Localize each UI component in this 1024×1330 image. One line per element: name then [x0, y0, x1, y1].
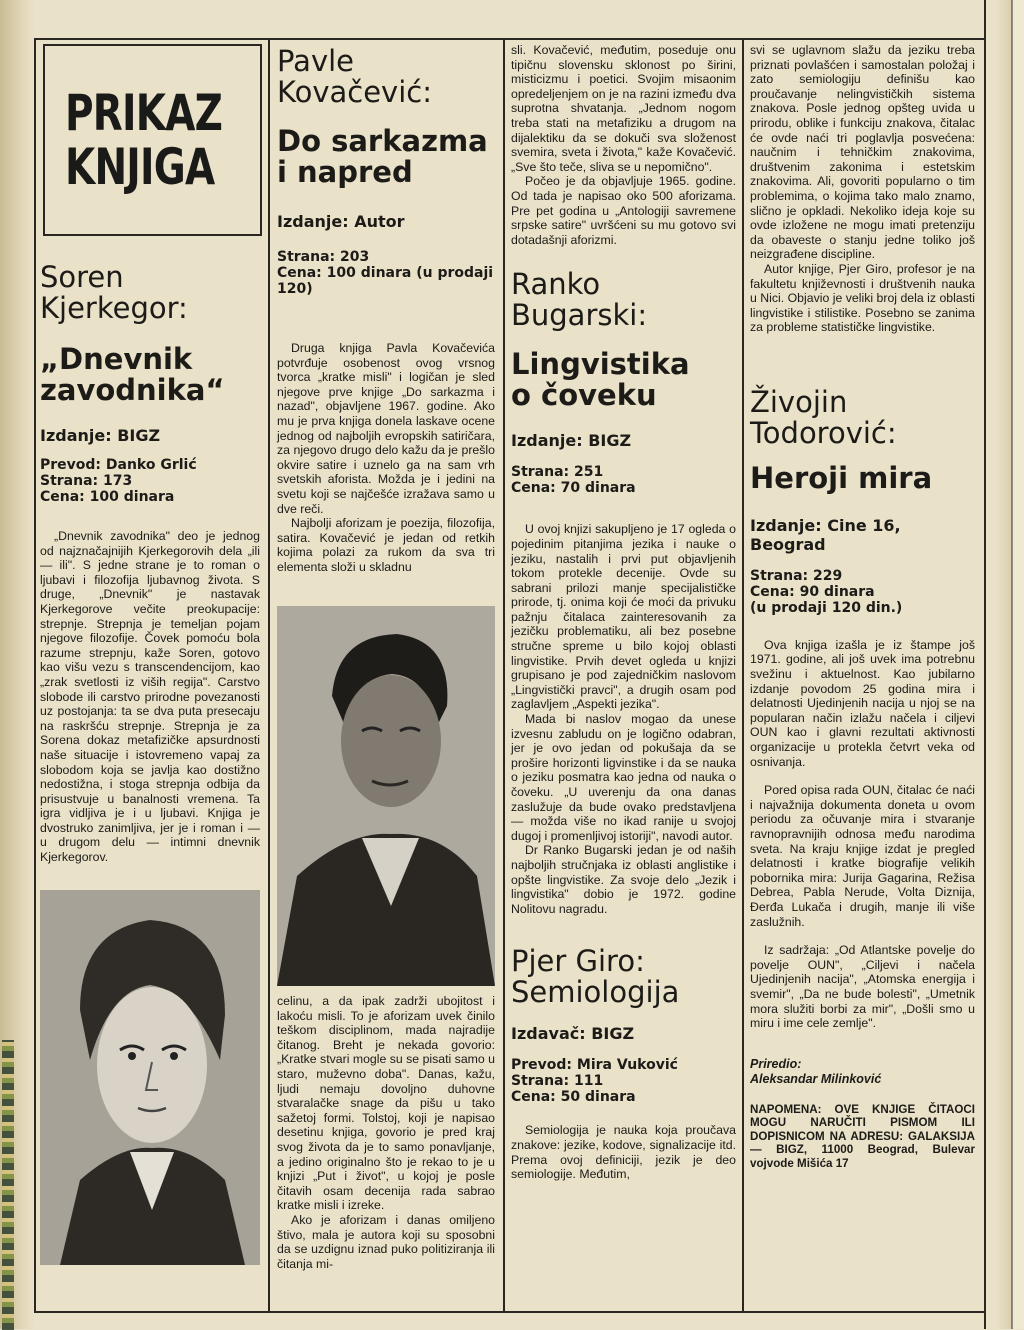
- review-kovacevic-cont: [277, 994, 495, 1271]
- paragraph: Autor knjige, Pjer Giro, profesor je na fakultetu književnosti i društvenih nauka u Nici. Objavio je veliki broj dela iz oblasti lingvistike i stilistike. Posebno se zanima za probleme statističke lingvistike.: [750, 261, 975, 335]
- review-bugarski: [511, 269, 736, 916]
- review-body: [40, 529, 260, 865]
- binding-strip: [2, 1040, 14, 1330]
- author-line: Todorović:: [750, 415, 897, 450]
- title-line: Semiologija: [511, 975, 680, 1010]
- editor-name: Aleksandar Milinković: [750, 1071, 882, 1086]
- review-author: [511, 946, 736, 1008]
- review-pages: Strana: 173: [40, 473, 133, 489]
- kierkegaard-portrait: [40, 890, 260, 1265]
- author-line: Kovačević:: [277, 75, 432, 109]
- paragraph: Semiologija je nauka koja proučava znakove: jezike, kodove, signalizacije itd. Prema ovoj definiciji, jezik je deo semiologije. Međutim,: [511, 1123, 736, 1182]
- paragraph: U ovoj knjizi sakupljeno je 17 ogleda o pojedinim pitanjima jezika i nauke o jeziku, nastalih i prvi put objavljenih tokom protekle decenije. Ovde su sabrani prilozi manje specijalističke prirode, tj. onima koji će moći da privuku pažnju čitalaca zainteresovanih za jezičku problematiku, ali bez posebne stručne spreme u bilo kojoj oblasti lingvistike. Prvih devet ogleda u knjizi grupisano je pod zajedničkim naslovom „Lingvistički pravci", a drugih osam pod zaglavljem „Aspekti jezika".: [511, 522, 736, 712]
- column-rule-3: [742, 38, 744, 1313]
- review-kovacevic: [277, 46, 495, 575]
- review-price: Cena: 100 dinara: [40, 489, 175, 505]
- title-line: Do sarkazma: [277, 124, 488, 158]
- review-publisher: [750, 516, 975, 554]
- review-body: [750, 638, 975, 1031]
- review-book-title: [40, 344, 260, 406]
- review-price: [750, 584, 975, 616]
- paragraph: „Dnevnik zavodnika" deo je jednog od najznačajnijih Kjerkegorovih dela „ili — ili". S jedne strane je to roman o ljubavi i filozofija ljubavnog života. S druge, „Dnevnik" je nastavak Kjerkegorove večite preokupacije: strepnje. Strepnja je temeljan pojam njegove filozofije. Čovek pomoću bola razume strepnju, kaže Soren, gotovo kao višu vezu s transcendencijom, kao „zrak svetlosti iz viših regija". Carstvo slobode ili carstvo prirodne povezanosti uz postojanja: ta se dva puta presecaju na raskršću strepnje. Strepnja je za Sorena dokaz metafizičke apsurdnosti naše situacije i istovremeno vapaj za slobodom koja se javlja kao dostižno nedostižna, i stoga strepnja odbija da prisustvuje u banalnosti vremena. Ta igra vidljiva je i u ljubavi. Knjiga je dvostruko zanimljiva, jer je i roman i — u drugom delu — intimni dnevnik Kjerkegorov.: [40, 529, 260, 865]
- review-pages: Strana: 251: [511, 464, 604, 481]
- review-translator: Prevod: Danko Grlić: [40, 457, 197, 473]
- paragraph: Druga knjiga Pavla Kovačevića potvrđuje osobenost ovog vrsnog tvorca „kratke misli" i logičan je sled njegove prve knjige „Do sarkazma i nazad", objavljene 1967. godine. Ako mu je prva knjiga donela laskave ocene jednog od najboljih evropskih satiričara, za njegovo drugo delo kažu da je prešlo okvire satire i uznelo ga na sam vrh svetskih aforista. Možda je i jedini na svetu koji se najčešće izražava samo u dve reči.: [277, 341, 495, 516]
- order-notice: NAPOMENA: OVE KNJIGE ČITAOCI MOGU NARUČITI PISMOM ILI DOPISNICOM NA ADRESU: GALAKSIJA — BIGZ, 11000 Beograd, Bulevar vojvode Mišića 17: [750, 1102, 975, 1170]
- paragraph: celinu, a da ipak zadrži ubojitost i lakoću misli. To je aforizam uvek činilo teškom disciplinom, mada najradije čitanog. Breht je nekada govorio: „Kratke stvari mogle su se pisati samo u staro, muževno doba". Danas, kažu, ljudi nemaju dovoljno duhovne stvaralačke snage da pišu u tako sažetoj formi. Tolstoj, koji je napisao desetinu knjiga, govorio je pred kraj svog života da je to samo ponavljanje, a jedino originalno što je rekao to je u knjizi „Put i život", u kojoj je posle čitavih osam decenija rada sabrao kratke misli i izreke.: [277, 994, 496, 1213]
- review-publisher: Izdanje: BIGZ: [40, 426, 161, 445]
- paragraph: Dr Ranko Bugarski jedan je od naših najboljih stručnjaka iz oblasti anglistike i opšte lingvistike. Za svoje delo „Jezik i lingvistika" dobio je 1972. godine Nolitovu nagradu.: [511, 843, 736, 916]
- paragraph: sli. Kovačević, međutim, poseduje onu tipičnu slovensku sklonost po širini, misticizmu i poetici. Svojim misaonim opredeljenjem on je na razini između dva suprotna shvatanja. „Jednom nogom treba stati na metafiziku a drugom na dijalektiku da se dokuči sva složenost svemira, sveta i života," kaže Kovačević. „Sve što teče, sliva se u nepomično".: [511, 43, 736, 174]
- publisher-line: Beograd: [750, 534, 826, 554]
- review-publisher: Izdanje: BIGZ: [511, 431, 632, 451]
- review-author: [750, 384, 975, 450]
- column-rule-1: [268, 38, 270, 1313]
- review-kovacevic-end: [511, 43, 736, 247]
- author-line: Soren: [40, 260, 124, 294]
- section-header-box: [43, 44, 262, 236]
- review-pages: Strana: 229: [750, 567, 843, 584]
- review-giro-cont: [750, 43, 975, 335]
- top-rule: [34, 38, 986, 40]
- review-book-title: Heroji mira: [750, 460, 933, 495]
- review-body: [511, 522, 736, 916]
- author-line: Pjer Giro:: [511, 944, 645, 979]
- review-price: Cena: 100 dinara (u prodaji 120): [277, 265, 494, 297]
- column-4: [750, 43, 975, 1170]
- paragraph: Počeo je da objavljuje 1965. godine. Od tada je napisao oko 500 aforizama. Pre pet godina u „Antologiji savremene srpske satire" uvršćeni su mu gotovo svi dotadašnji aforizmi.: [511, 174, 736, 247]
- column-rule-2: [503, 38, 505, 1313]
- review-body: [511, 1123, 736, 1181]
- review-giro: [511, 946, 736, 1181]
- review-book-title: [511, 349, 736, 411]
- paragraph: Iz sadržaja: „Od Atlantske povelje do povelje OUN", „Ciljevi i načela Ujedinjenih nacija", „Atomska energija i svemir", „Da ne bude bolesti", „Umetnik mora služiti borbi za mir", „Došli smo u miru i ime cele zemlje".: [750, 943, 975, 1031]
- price-line: Cena: 90 dinara: [750, 583, 875, 600]
- review-kierkegaard: [40, 262, 260, 865]
- author-line: Ranko: [511, 267, 601, 302]
- right-rule: [984, 0, 986, 1329]
- page-edge-right: [996, 0, 1024, 1329]
- author-line: Kjerkegor:: [40, 291, 188, 325]
- review-body-top: [277, 341, 495, 575]
- title-line: „Dnevnik: [40, 342, 193, 376]
- author-line: Pavle: [277, 44, 355, 78]
- review-author: [40, 262, 260, 324]
- column-3: [511, 43, 736, 1182]
- price-line: (u prodaji 120 din.): [750, 599, 903, 616]
- paragraph: svi se uglavnom slažu da jeziku treba priznati povlašćen i samostalan položaj i zato semiologiju definišu kao proučavanje nelingvističkih sistema znakova. Posle jednog opšteg uvida u prirodu, oblike i funkciju znakova, čitalac će ovde naći tri poglavlja posvećena: naučnim i tehničkim znakovima, društvenim zakonima i estetskim znakovima. Ali, govoriti popularno o tim problemima, o kojima tako malo znamo, slično je opkladi. Nekoliko ideja koje su ovde izložene ne mogu imati pretenziju da obaveste o stanju jedne toliko još neizgrađene discipline.: [750, 43, 975, 262]
- title-line: o čoveku: [511, 378, 657, 413]
- review-todorovic: [750, 384, 975, 1031]
- title-line: i napred: [277, 155, 413, 189]
- bottom-rule: [34, 1311, 986, 1313]
- title-line: zavodnika“: [40, 373, 225, 407]
- author-line: Živojin: [750, 384, 848, 419]
- review-author: [511, 269, 736, 331]
- review-translator: Prevod: Mira Vuković: [511, 1057, 678, 1074]
- review-author: [277, 46, 495, 108]
- editor-credit: [750, 1057, 975, 1087]
- review-price: Cena: 50 dinara: [511, 1089, 636, 1106]
- left-rule: [34, 38, 36, 1313]
- paragraph: Najbolji aforizam je poezija, filozofija, satira. Kovačević je jedan od retkih kojima polazi za rukom da sva tri elementa složi u skladnu: [277, 516, 495, 574]
- author-line: Bugarski:: [511, 298, 648, 333]
- review-pages: Strana: 203: [277, 249, 370, 265]
- kovacevic-photo: [277, 606, 495, 986]
- paragraph: Ako je aforizam i danas omiljeno štivo, mala je autora koji su sposobni da se uzdignu iznad puko politiziranja ili čitanja mi-: [277, 1212, 495, 1271]
- review-price: Cena: 70 dinara: [511, 480, 636, 497]
- review-publisher: Izdanje: Autor: [277, 212, 405, 231]
- section-title-word1: PRIKAZ: [65, 84, 223, 142]
- paragraph: Ova knjiga izašla je iz štampe još 1971. godine, ali još uvek ima potrebnu svežinu i aktuelnost. Kao jubilarno izdanje povodom 25 godina mira i delatnosti Ujedinjenih nacija u njoj se na popularan način izlažu načela i ciljevi OUN kao i glavni rezultati aktivnosti organizacije u protekla četvrt veka od osnivanja.: [750, 637, 975, 769]
- review-publisher: Izdavač: BIGZ: [511, 1024, 635, 1044]
- editor-label: Priredio:: [750, 1056, 802, 1071]
- section-title-word2: KNJIGA: [65, 138, 215, 196]
- review-pages: Strana: 111: [511, 1073, 604, 1090]
- paragraph: Mada bi naslov mogao da unese izvesnu zabludu on je logično odabran, jer je ovo jedan od pokušaja da se proširе horizonti ligvinstike i da se nauka o jeziku posmatra kao jedna od nauka o čoveku. „U uverenju da ona danas zaslužuje da bude ovako predstavljena — možda više no ikad ranije u svojoj dugoj i promenljivoj istoriji", navodi autor.: [511, 712, 736, 843]
- paragraph: Pored opisa rada OUN, čitalac će naći i najvažnija dokumenta doneta u ovom periodu za očuvanje mira i stvaranje ravnopravnijih odnosa među narodima sveta. Na kraju knjige izdat je pregled delatnosti i kratke biografije velikih pobornika mira: Jurija Gagarina, Režisa Debrea, Pabla Nerude, Volta Diznija, Đerđa Lukača i drugih, manje ili više zaslužnih.: [750, 783, 975, 929]
- publisher-line: Izdanje: Cine 16,: [750, 515, 901, 535]
- title-line: Lingvistika: [511, 347, 690, 382]
- review-book-title: [277, 126, 495, 188]
- review-body-bottom: [277, 994, 495, 1271]
